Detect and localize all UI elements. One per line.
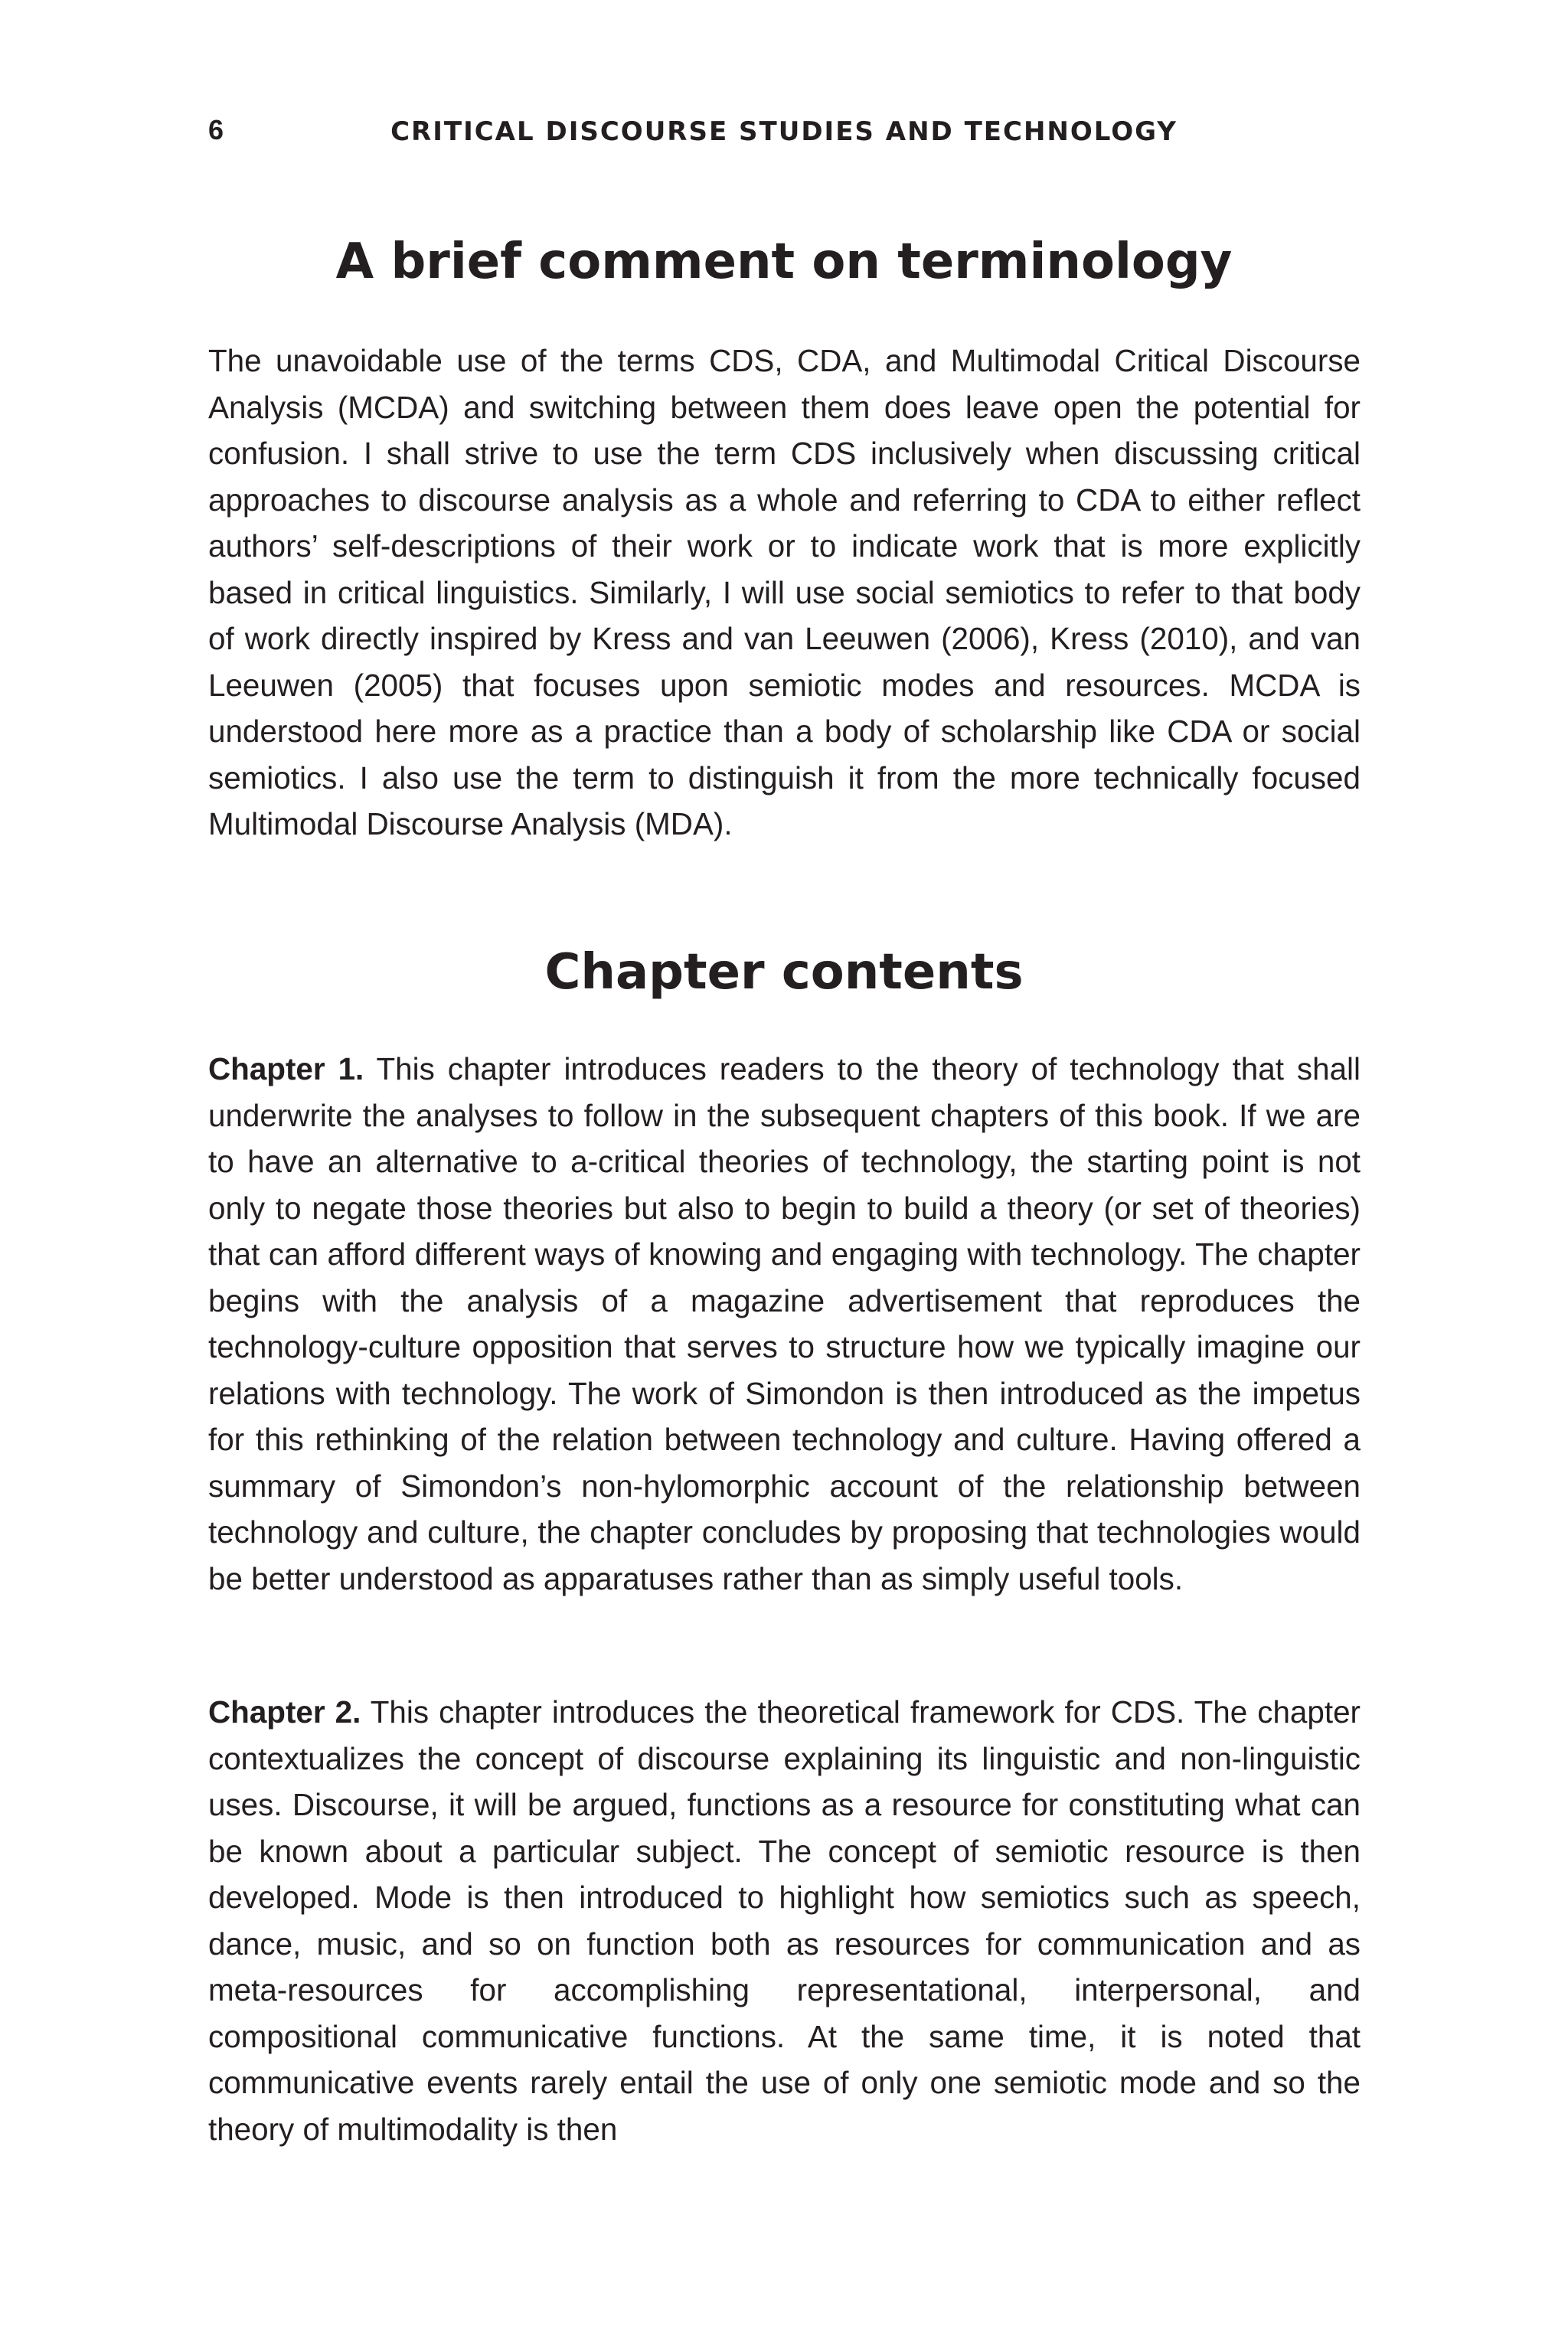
paragraph-terminology: The unavoidable use of the terms CDS, CDA, and Multimodal Critical Discourse Analysis (MCDA) and switching between them does leave open the potential for confusion. I shall strive to use the term CDS inclusively when discussing critical approaches to discourse analysis as a whole and referring to CDA to either reflect authors’ self-descriptions of their work or to indicate work that is more explicitly based in critical linguistics. Similarly, I will use social semiotics to refer to that body of work directly inspired by Kress and van Leeuwen (2006), Kress (2010), and van Leeuwen (2005) that focuses upon semiotic modes and resources. MCDA is understood here more as a practice than a body of scholarship like CDA or social semiotics. I also use the term to distinguish it from the more technically focused Multimodal Discourse Analysis (MDA).: [208, 343, 1361, 841]
paragraph-chapter-1: [208, 1046, 1361, 1602]
page-number: 6: [208, 114, 224, 145]
chapter-2-label: Chapter 2.: [208, 1694, 361, 1730]
section-heading-terminology: A brief comment on terminology: [335, 234, 1233, 290]
chapter-2-text: This chapter introduces the theoretical framework for CDS. The chapter contextualizes the concept of discourse explaining its linguistic and non-linguistic uses. Discourse, it will be argued, functions as a resource for constituting what can be known about a particular subject. The concept of semiotic resource is then developed. Mode is then introduced to highlight how semiotics such as speech, dance, music, and so on function both as resources for communication and as meta-resources for accomplishing representational, interpersonal, and compositional communicative functions. At the same time, it is noted that communicative events rarely entail the use of only one semiotic mode and so the theory of multimodality is then: [208, 1694, 1361, 2147]
section-heading-chapter-contents: Chapter contents: [544, 944, 1024, 1001]
chapter-1-text: This chapter introduces readers to the theory of technology that shall underwrite the analyses to follow in the subsequent chapters of this book. If we are to have an alternative to a-critical theories of technology, the starting point is not only to negate those theories but also to begin to build a theory (or set of theories) that can afford different ways of knowing and engaging with technology. The chapter begins with the analysis of a magazine advertisement that reproduces the technology-culture opposition that serves to structure how we typically imagine our relations with technology. The work of Simondon is then introduced as the impetus for this rethinking of the relation between technology and culture. Having offered a summary of Simondon’s non-hylomorphic account of the relationship between technology and culture, the chapter concludes by proposing that technologies would be better understood as apparatuses rather than as simply useful tools.: [208, 1051, 1361, 1596]
paragraph-chapter-2: [208, 1689, 1361, 2152]
chapter-1-label: Chapter 1.: [208, 1051, 364, 1086]
running-head: CRITICAL DISCOURSE STUDIES AND TECHNOLOGY: [390, 116, 1178, 147]
